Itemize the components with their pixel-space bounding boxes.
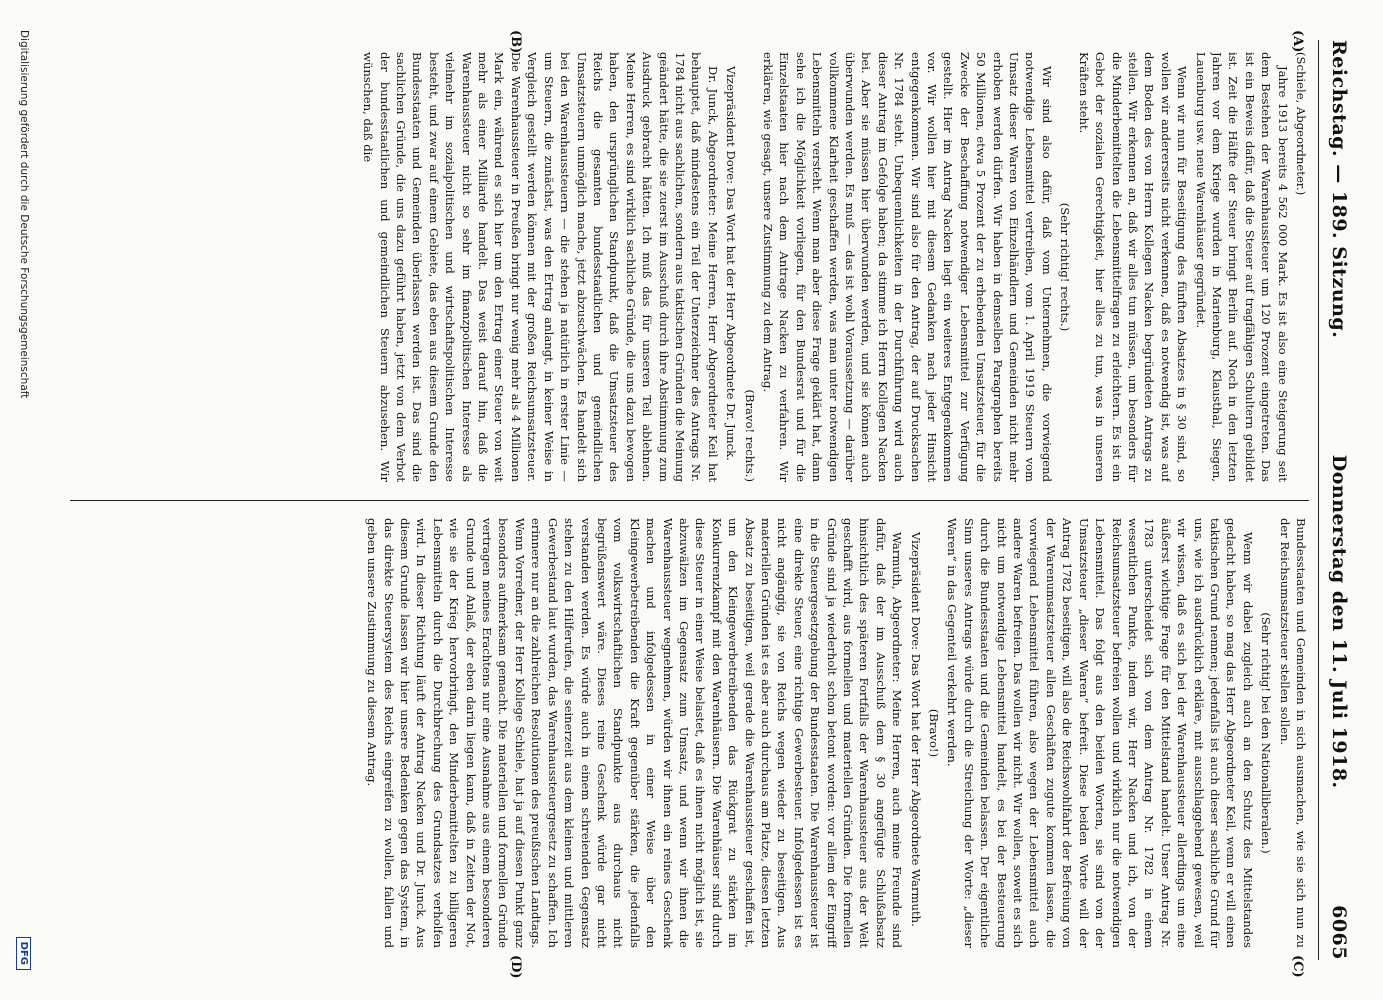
page-number: 6065	[1328, 905, 1350, 960]
interjection: (Bravo! rechts.)	[742, 389, 757, 482]
page-footer	[14, 30, 34, 970]
margin-marker-b: (B)	[508, 30, 523, 54]
margin-marker-a: (A)	[1290, 30, 1305, 53]
margin-marker-d: (D)	[508, 955, 523, 979]
paragraph: Dr. Junck, Abgeordneter: Meine Herren, Herr Abgeordneter Keil hat behauptet, daß mindestens ein Teil der Unterzeichner des Antrags Nr. 1784 nicht aus sachlichen, sondern aus taktischen Gründen die Meinung geändert hätte, die sie zuerst im Ausschuß durch ihre Abstimmung zum Ausdruck gebracht hätten. Ich muß das für unseren Teil ablehnen. Meine Herren, es sind wirklich sachliche Gründe, die uns dazu bewogen haben, den ursprünglichen Standpunkt, daß die Umsatzsteuer des Reichs die gesamten bundesstaatlichen und gemeindlichen Umsatzsteuern unmöglich mache, jetzt abzuschwächen. Es handelt sich bei den Warenhaussteuern — die stehen ja natürlich in erster Linie — um Steuern, die zunächst, was den Ertrag anlangt, in keiner Weise in Vergleich gestellt werden können mit der großen Reichsumsatzsteuer. Die Warenhaussteuer in Preußen bringt nur wenig mehr als 4 Millionen Mark ein, während es sich hier um den Ertrag einer Steuer von weit mehr als einer Milliarde handelt. Das weist darauf hin, daß die Warenhaussteuer nicht so sehr im finanzpolitischen Interesse als vielmehr im sozialpolitischen und wirtschaftspolitischen Interesse besteht, und zwar auf einem Gebiete, das eben aus diesem Grunde den Bundesstaaten und Gemeinden überlassen werden ist. Das sind die sachlichen Gründe, die uns dazu geführt haben, jetzt von dem Verbot der bundesstaatlichen und gemeindlichen Steuern abzusehen. Wir wünschen, daß die	[361, 52, 720, 482]
page-header	[1318, 40, 1359, 960]
paragraph: Wenn wir dabei zugleich auch an den Schutz des Mittelstandes gedacht haben, so mag das Herr Abgeordneter Keil, wenn er will einen taktischen Grund nennen; jedenfalls ist auch dieser sachliche Grund für uns, wie ich ausdrücklich erkläre, mit ausschlaggebend gewesen, weil wir wissen, daß es sich bei der Warenhaussteuer allerdings um eine äußerst wichtige Frage für den Mittelstand handelt. Unser Antrag Nr. 1783 unterscheidet sich von dem Antrag Nr. 1782 in einem wesentlichen Punkte, indem wir, Herr Nacken und ich, von der Reichsumsatzsteuer befreien wollen und wirklich nur die notwendigen Lebensmittel. Das folgt aus den beiden Worten, sie sind von der Umsatzsteuer „dieser Waren“ befreit. Diese beiden Worte will der Antrag 1782 beseitigen, will also die Reichswohlfahrt der Befreiung von der Warenumsatzsteuer allen Geschäften zugute kommen lassen, die vorwiegend Lebensmittel führen, also wegen der Lebensmittel auch andere Waren befreien. Das wollen wir nicht. Wir wollen, soweit es sich nicht um notwendige Lebensmittel handelt, es bei der Besteuerung durch die Bundesstaaten und die Gemeinden belassen. Der eigentliche Sinn unseres Antrags würde durch die Streichung der Worte: „dieser Waren“ in das Gegenteil verkehrt werden.	[945, 518, 1255, 948]
right-column	[70, 518, 1309, 948]
paragraph: Wir sind also dafür, daß vom Unternehmen, die vorwiegend notwendige Lebensmittel vertreiben, vom 1. April 1919 Steuern vom Umsatz dieser Waren von Einzelhändlern und Gemeinden nicht mehr erhoben werden dürfen. Wir haben in demselben Paragraphen bereits 50 Millionen, etwa 5 Prozent der zu erhebenden Umsatzsteuer, für die Zwecke der Beschaffung notwendiger Lebensmittel zur Verfügung gestellt. Hier im Antrag Nacken liegt ein weiteres Entgegenkommen vor. Wir wollen hier mit diesem Gedanken nach jeder Hinsicht entgegenkommen. Wir sind also für den Antrag, der auf Drucksachen Nr. 1784 steht. Unbequemlichkeiten in der Durchführung wird auch dieser Antrag im Gefolge haben; da stimme ich Herrn Kollegen Nacken bei. Aber sie müssen hier überwunden werden, und sie können auch überwunden werden. Es muß — das ist wohl Voraussetzung — darüber vollkommene Klarheit geschaffen werden, was man unter notwendigen Lebensmitteln versteht. Wenn man aber diese Frage geklärt hat, dann sehe ich die Möglichkeit vorliegen, für den Bundesrat und für die Einzelstaaten hier nach dem Antrage Nacken zu verfahren. Wir erklären, wie gesagt, unsere Zustimmung zu dem Antrag.	[761, 52, 1054, 482]
paragraph: Bundesstaaten und Gemeinden in sich ausmachen, wie sie sich nun zu der Reichsumsatzsteuer stellen sollen.	[1277, 518, 1308, 948]
chair-announcement: Vizepräsident Dove: Das Wort hat der Herr Abgeordnete Dr. Junck.	[724, 66, 739, 461]
paragraph: Wenn wir nun für Beseitigung des fünften Absatzes in § 30 sind, so wollen wir andererseits nicht verkennen, daß es notwendig ist, was auf dem Boden des von Herrn Kollegen Nacken begründeten Antrags zu stellen. Wir erkennen an, daß wir alles tun müssen, um besonders für die Minderbemittelten die Lebensmittelfragen zu erleichtern. Es ist ein Gebot der sozialen Gerechtigkeit, hier alles zu tun, was in unseren Kräften steht.	[1076, 52, 1190, 482]
paragraph: Jahre 1913 bereits 4 562 000 Mark. Es ist also eine Steigerung seit dem Bestehen der Warenhaussteuer um 120 Prozent eingetreten. Das ist ein Beweis dafür, daß die Steuer auf tragfähigen Schultern gebildet ist. Zeit die Hälfte der Steuer bringt Berlin auf. Noch in den letzten Jahren vor dem Kriege wurden in Marienburg, Klausthal, Siegen, Lauenburg usw. neue Warenhäuser gegründet.	[1193, 52, 1290, 482]
interjection: (Sehr richtig! rechts.)	[1058, 202, 1073, 332]
column-divider	[70, 500, 1309, 501]
header-left: Reichstag. — 189. Sitzung.	[1328, 40, 1350, 339]
left-column	[70, 52, 1309, 482]
speaker-tag: (Schiele, Abgeordneter.)	[1294, 52, 1308, 196]
margin-marker-c: (C)	[1290, 955, 1305, 978]
dfg-logo: DFG	[17, 937, 32, 970]
interjection: (Bravo!)	[927, 708, 942, 758]
interjection: (Sehr richtig! bei den Nationalliberalen.)	[1259, 612, 1274, 854]
header-date: Donnerstag den 11. Juli 1918.	[1328, 454, 1350, 789]
digitization-note: Digitalisierung gefördert durch die Deutsche Forschungsgemeinschaft	[18, 30, 30, 399]
chair-announcement: Vizepräsident Dove: Das Wort hat der Herr Abgeordnete Warmuth.	[908, 532, 923, 927]
paragraph: Warmuth, Abgeordneter: Meine Herren, auch meine Freunde sind dafür, daß der im Ausschuß dem § 30 angefügte Schlußabsatz hinsichtlich des späteren Fortfalls der Warenhaussteuer aus der Welt geschafft wird, aus formellen und materiellen Gründen. Die formellen Gründe sind ja wiederholt schon betont worden: vor allem der Eingriff in die Steuergesetzgebung der Bundesstaaten. Die Warenhaussteuer ist eine direkte Steuer, eine richtige Gewerbesteuer. Infolgedessen ist es nicht angängig, sie von Reichs wegen wieder zu beseitigen. Aus materiellen Gründen ist es aber auch durchaus am Platze, diesen letzten Absatz zu beseitigen, weil gerade die Warenhaussteuer geschaffen ist, um den Kleingewerbetreibenden das Rückgrat zu stärken im Konkurrenzkampf mit den Warenhäusern. Die Warenhäuser sind durch diese Steuer in einer Weise belastet, daß es ihnen nicht möglich ist, sie abzuwälzen im Gegensatz zum Umsatz, und wenn wir ihnen die Warenhaussteuer wegnehmen, würden wir ihnen ein reines Geschenk machen und infolgedessen in einer Weise über den Kleingewerbetreibenden die Kraft gegenüber stärken, die jedenfalls vom volkswirtschaftlichen Standpunkte aus durchaus nicht begrüßenswert wäre. Dieses reine Geschenk würde gar nicht verstanden werden. Es würde auch in einem schreienden Gegensatz stehen zu den Hilferufen, die seinerzeit aus dem kleinen und mittleren Gewerbestand laut wurden, das Warenhaussteuergesetz zu schaffen. Ich erinnere nur an die zahlreichen Resolutionen des preußischen Landtags. Wenn Vorredner, der Herr Kollege Schiele, hat ja auf diesen Punkt ganz besonders aufmerksam gemacht. Die materiellen und formellen Gründe vertragen meines Erachtens nur eine Ausnahme aus einem besonderen Grunde und Anlaß, der eben darin liegen kann, daß in Zeiten der Not, wie sie der Krieg hervorbringt, den Minderbemittelten zu billigeren Lebensmitteln durch die Durchbrechung des Grundsatzes verholfen wird. In dieser Richtung läuft der Antrag Nacken und Dr. Junck. Aus diesem Grunde lassen wir hier unsere Bedenken gegen das System, in das direkte Steuersystem des Reichs eingreifen zu wollen, fallen und geben unsere Zustimmung zu diesem Antrag.	[365, 518, 905, 948]
